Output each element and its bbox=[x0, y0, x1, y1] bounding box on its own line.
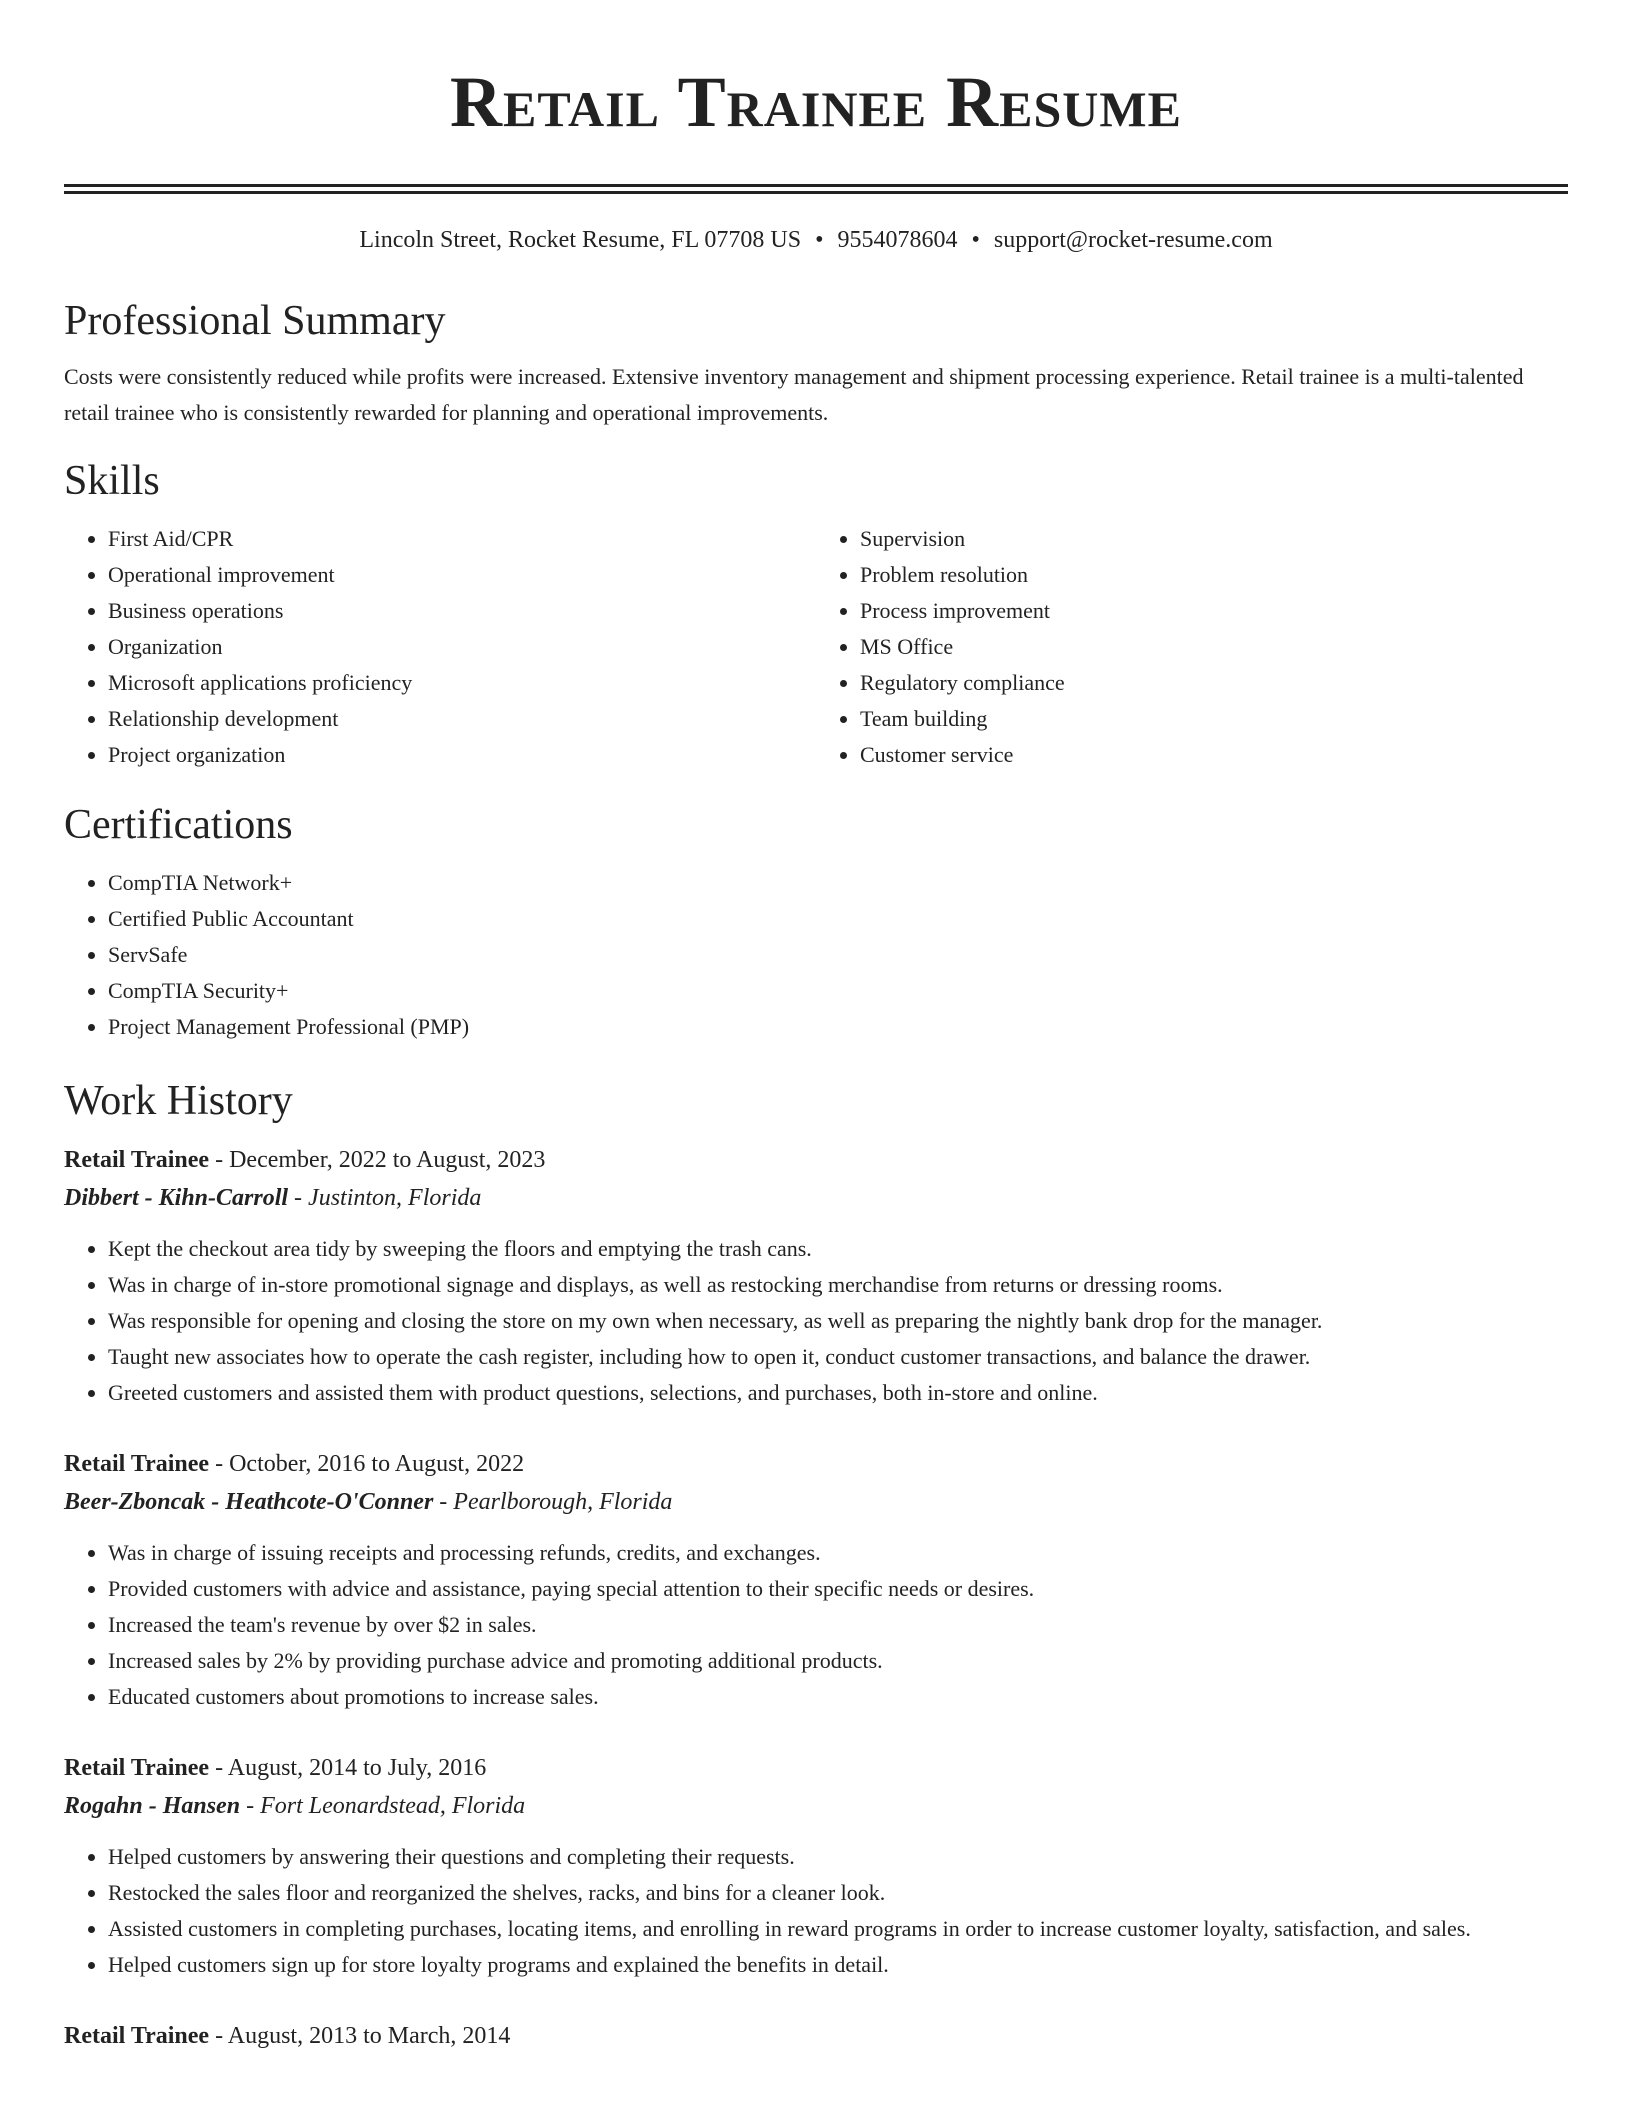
job-bullets bbox=[64, 1231, 1568, 1411]
job-entry bbox=[64, 2017, 1568, 2055]
job-bullet: • Increased the team's revenue by over $2 in sales. bbox=[108, 1607, 1568, 1643]
job-bullet: • Increased sales by 2% by providing purchase advice and promoting additional products. bbox=[108, 1643, 1568, 1679]
job-location: Pearlborough, Florida bbox=[453, 1489, 673, 1515]
job-bullet: • Helped customers sign up for store loyalty programs and explained the benefits in detail. bbox=[108, 1947, 1568, 1983]
job-location: Fort Leonardstead, Florida bbox=[260, 1793, 526, 1819]
certification-item: • CompTIA Security+ bbox=[108, 973, 1568, 1009]
job-company-line: Beer-Zboncak - Heathcote-O'Conner - Pearlborough, Florida bbox=[64, 1489, 673, 1515]
job-title-line: Retail Trainee - December, 2022 to August, 2023 bbox=[64, 1147, 546, 1173]
job-company: Dibbert - Kihn-Carroll bbox=[64, 1185, 289, 1211]
skill-item: • Microsoft applications proficiency bbox=[108, 665, 816, 701]
certification-item: • Project Management Professional (PMP) bbox=[108, 1009, 1568, 1045]
job-bullets bbox=[64, 1839, 1568, 1983]
section-heading-certifications: Certifications bbox=[64, 802, 293, 848]
section-heading-summary: Professional Summary bbox=[64, 298, 446, 344]
job-role: Retail Trainee bbox=[64, 1755, 210, 1781]
job-title-line: Retail Trainee - August, 2013 to March, 2014 bbox=[64, 2023, 511, 2049]
job-dates: August, 2014 to July, 2016 bbox=[227, 1755, 487, 1781]
resume-title: Retail Trainee Resume bbox=[450, 62, 1182, 142]
job-company-line: Dibbert - Kihn-Carroll - Justinton, Florida bbox=[64, 1185, 482, 1211]
skills-list-left bbox=[64, 521, 816, 773]
job-bullet: • Educated customers about promotions to increase sales. bbox=[108, 1679, 1568, 1715]
work-history-section bbox=[64, 1075, 1568, 2055]
professional-summary-section bbox=[64, 295, 1568, 431]
skill-item: • Process improvement bbox=[860, 593, 1568, 629]
summary-text: Costs were consistently reduced while profits were increased. Extensive inventory management and shipment processing experience. Retail trainee is a multi-talented retail trainee who is consistently rewarded for planning and operational improvements. bbox=[64, 364, 1524, 425]
certification-item: • Certified Public Accountant bbox=[108, 901, 1568, 937]
certification-item: • CompTIA Network+ bbox=[108, 865, 1568, 901]
skills-section bbox=[64, 455, 1568, 773]
job-role: Retail Trainee bbox=[64, 2023, 210, 2049]
contact-email: support@rocket-resume.com bbox=[993, 227, 1273, 253]
job-bullet: • Kept the checkout area tidy by sweeping the floors and emptying the trash cans. bbox=[108, 1231, 1568, 1267]
job-bullet: • Was in charge of issuing receipts and processing refunds, credits, and exchanges. bbox=[108, 1535, 1568, 1571]
skills-list-right bbox=[816, 521, 1568, 773]
contact-separator: • bbox=[971, 227, 980, 253]
job-bullets bbox=[64, 1535, 1568, 1715]
skill-item: • Customer service bbox=[860, 737, 1568, 773]
job-role: Retail Trainee bbox=[64, 1451, 210, 1477]
job-location: Justinton, Florida bbox=[308, 1185, 482, 1211]
job-dates: December, 2022 to August, 2023 bbox=[229, 1147, 546, 1173]
job-bullet: • Greeted customers and assisted them with product questions, selections, and purchases, both in-store and online. bbox=[108, 1375, 1568, 1411]
job-bullet: • Provided customers with advice and assistance, paying special attention to their specific needs or desires. bbox=[108, 1571, 1568, 1607]
skill-item: • Relationship development bbox=[108, 701, 816, 737]
certification-item: • ServSafe bbox=[108, 937, 1568, 973]
skill-item: • MS Office bbox=[860, 629, 1568, 665]
title-divider bbox=[64, 184, 1568, 194]
job-title-line: Retail Trainee - October, 2016 to August, 2022 bbox=[64, 1451, 525, 1477]
skill-item: • Project organization bbox=[108, 737, 816, 773]
skills-columns bbox=[64, 521, 1568, 773]
contact-phone: 9554078604 bbox=[837, 227, 958, 253]
job-bullet: • Assisted customers in completing purchases, locating items, and enrolling in reward programs in order to increase customer loyalty, satisfaction, and sales. bbox=[108, 1911, 1568, 1947]
skill-item: • Problem resolution bbox=[860, 557, 1568, 593]
certifications-list bbox=[64, 865, 1568, 1045]
job-role: Retail Trainee bbox=[64, 1147, 210, 1173]
skill-item: • Supervision bbox=[860, 521, 1568, 557]
skill-item: • Operational improvement bbox=[108, 557, 816, 593]
job-entry bbox=[64, 1141, 1568, 1411]
skill-item: • Team building bbox=[860, 701, 1568, 737]
job-company: Beer-Zboncak - Heathcote-O'Conner bbox=[64, 1489, 434, 1515]
job-bullet: • Taught new associates how to operate the cash register, including how to open it, conduct customer transactions, and balance the drawer. bbox=[108, 1339, 1568, 1375]
job-bullet: • Was in charge of in-store promotional signage and displays, as well as restocking merchandise from returns or dressing rooms. bbox=[108, 1267, 1568, 1303]
job-bullet: • Helped customers by answering their questions and completing their requests. bbox=[108, 1839, 1568, 1875]
skill-item: • Business operations bbox=[108, 593, 816, 629]
job-dates: August, 2013 to March, 2014 bbox=[227, 2023, 511, 2049]
contact-line bbox=[64, 225, 1568, 255]
job-bullet: • Restocked the sales floor and reorganized the shelves, racks, and bins for a cleaner look. bbox=[108, 1875, 1568, 1911]
skill-item: • First Aid/CPR bbox=[108, 521, 816, 557]
contact-address: Lincoln Street, Rocket Resume, FL 07708 US bbox=[359, 227, 802, 253]
job-entry bbox=[64, 1445, 1568, 1715]
certifications-section bbox=[64, 799, 1568, 1045]
job-title-line: Retail Trainee - August, 2014 to July, 2016 bbox=[64, 1755, 487, 1781]
skill-item: • Organization bbox=[108, 629, 816, 665]
contact-separator: • bbox=[815, 227, 824, 253]
section-heading-work-history: Work History bbox=[64, 1078, 293, 1124]
skill-item: • Regulatory compliance bbox=[860, 665, 1568, 701]
section-heading-skills: Skills bbox=[64, 458, 160, 504]
job-bullet: • Was responsible for opening and closing the store on my own when necessary, as well as preparing the nightly bank drop for the manager. bbox=[108, 1303, 1568, 1339]
job-company: Rogahn - Hansen bbox=[64, 1793, 241, 1819]
job-dates: October, 2016 to August, 2022 bbox=[229, 1451, 525, 1477]
job-company-line: Rogahn - Hansen - Fort Leonardstead, Florida bbox=[64, 1793, 526, 1819]
job-entry bbox=[64, 1749, 1568, 1983]
